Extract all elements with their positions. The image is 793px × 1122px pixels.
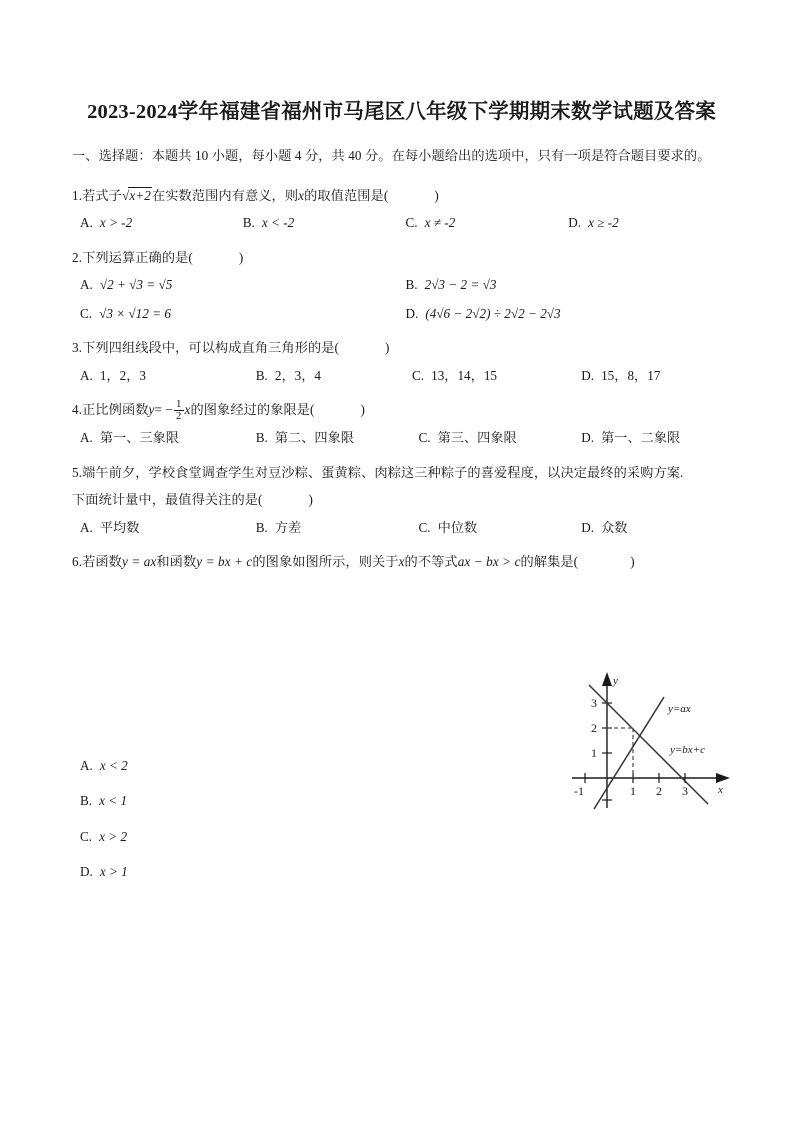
question-4-stem-post: 的图象经过的象限是( [190, 402, 315, 418]
question-5-option-b[interactable]: B. 方差 [255, 519, 302, 535]
question-4-options [72, 425, 731, 451]
question-5-paren-close: ) [308, 492, 314, 508]
question-4-option-d[interactable]: D. 第一、二象限 [581, 430, 681, 446]
question-6-number: 6. [72, 554, 83, 570]
question-2-options-row-2 [72, 301, 731, 327]
question-3-option-c[interactable]: C. 13，14，15 [412, 367, 498, 383]
question-1-stem-post: 在实数范围内有意义，则 [151, 187, 299, 203]
question-3-paren-close: ) [385, 340, 390, 356]
question-6-option-a[interactable]: A. x < 2 [80, 758, 128, 774]
question-2-number: 2. [72, 249, 83, 265]
question-6-paren-close: ) [630, 554, 635, 570]
y-tick-label-1: 1 [591, 746, 597, 760]
question-4 [72, 397, 731, 451]
question-1-options [72, 210, 731, 236]
question-6-stem-mid: 和函数 [156, 554, 197, 570]
question-2-paren-close: ) [238, 249, 244, 265]
question-2-option-d[interactable]: D. (4√6 − 2√2) ÷ 2√2 − 2√3 [405, 305, 561, 321]
y-axis-arrow-icon [602, 672, 612, 686]
question-6-stem-mid3: 的不等式 [404, 554, 458, 570]
x-tick-label-2: 2 [656, 784, 662, 798]
question-3-option-b[interactable]: B. 2，3，4 [255, 367, 322, 383]
question-2-options-row-1 [72, 272, 731, 298]
question-5-stem-text-2: 下面统计量中，最值得关注的是( [72, 492, 263, 508]
question-6-stem-post: 的解集是( [520, 554, 579, 570]
question-4-stem-pre: 正比例函数 [82, 402, 149, 418]
question-5-stem-line1 [72, 460, 731, 486]
question-5-option-d[interactable]: D. 众数 [581, 519, 628, 535]
question-2-option-c[interactable]: C. √3 × √12 = 6 [80, 305, 171, 321]
question-3-option-d[interactable]: D. 15，8，17 [581, 367, 661, 383]
question-1-option-d[interactable]: D. x ≥ -2 [568, 215, 619, 231]
question-3-options [72, 363, 731, 389]
x-axis-arrow-icon [716, 773, 730, 783]
question-6-var: x [398, 554, 405, 570]
question-2-option-b[interactable]: B. 2√3 − 2 = √3 [405, 277, 497, 293]
question-6-function-1: y = ax [121, 554, 157, 570]
x-axis-label: x [718, 784, 723, 796]
question-4-stem [72, 397, 731, 423]
radical-expression: √x+2 [121, 187, 151, 203]
question-1-var: x [298, 187, 305, 203]
question-1-option-a[interactable]: A. x > -2 [80, 215, 133, 231]
question-6-option-d[interactable]: D. x > 1 [80, 863, 128, 879]
question-1 [72, 183, 731, 237]
line-label-y-equals-bx-plus-c: y=bx+c [670, 744, 705, 756]
question-3-stem-text: 下列四组线段中，可以构成直角三角形的是( [82, 340, 340, 356]
x-tick-label--1: -1 [574, 784, 584, 798]
x-tick-label-3: 3 [682, 784, 688, 798]
question-4-fn-var: x [184, 402, 191, 418]
y-tick-label-2: 2 [591, 721, 597, 735]
question-5-option-c[interactable]: C. 中位数 [418, 519, 478, 535]
fraction-one-half: $\frac{1}{2}$ [175, 397, 182, 423]
section-intro: 一、选择题：本题共 10 小题，每小题 4 分，共 40 分。在每小题给出的选项中，只有一项是符合题目要求的。 [72, 148, 711, 164]
question-4-number: 4. [72, 402, 83, 418]
question-6-figure [560, 668, 738, 816]
question-3-number: 3. [72, 340, 83, 356]
question-5-options [72, 515, 731, 541]
question-5-number: 5. [72, 464, 83, 480]
question-6-stem-pre: 若函数 [82, 554, 122, 570]
question-1-stem-pre: 若式子 [82, 187, 122, 203]
question-1-option-c[interactable]: C. x ≠ -2 [405, 215, 456, 231]
y-tick-label-3: 3 [591, 696, 597, 710]
question-6-option-b[interactable]: B. x < 1 [80, 793, 128, 809]
question-3-option-a[interactable]: A. 1，2，3 [80, 367, 146, 383]
line-label-y-equals-ax: y=ax [668, 703, 691, 715]
radicand: x+2 [129, 187, 151, 203]
question-4-option-c[interactable]: C. 第三、四象限 [418, 430, 517, 446]
question-2-stem-text: 下列运算正确的是( [82, 249, 193, 265]
question-2-option-a[interactable]: A. √2 + √3 = √5 [80, 277, 173, 293]
question-1-stem-tail: 的取值范围是( [304, 187, 389, 203]
question-6-function-2: y = bx + c [196, 554, 253, 570]
question-2-stem [72, 245, 731, 271]
question-4-option-a[interactable]: A. 第一、三象限 [80, 430, 179, 446]
question-6-stem [72, 549, 731, 575]
question-6-inequality: ax − bx > c [457, 554, 521, 570]
question-5-option-a[interactable]: A. 平均数 [80, 519, 140, 535]
question-3 [72, 335, 731, 389]
question-4-fn-eq: = − [154, 402, 173, 418]
question-4-paren-close: ) [360, 402, 366, 418]
y-axis-label: y [613, 675, 618, 687]
question-5-stem-text-1: 端午前夕，学校食堂调查学生对豆沙粽、蛋黄粽、肉粽这三种粽子的喜爱程度，以决定最终的采购方案. [82, 464, 684, 480]
x-tick-label-1: 1 [630, 784, 636, 798]
question-5-stem-line2 [72, 487, 731, 513]
question-2 [72, 245, 731, 328]
question-1-stem [72, 183, 731, 209]
question-4-option-b[interactable]: B. 第二、四象限 [255, 430, 354, 446]
question-3-stem [72, 335, 731, 361]
question-1-number: 1. [72, 187, 83, 203]
question-4-fn-y: y [148, 402, 155, 418]
page-title: 2023-2024学年福建省福州市马尾区八年级下学期期末数学试题及答案 [87, 101, 716, 123]
question-1-paren-close: ) [434, 187, 439, 203]
question-1-option-b[interactable]: B. x < -2 [242, 215, 295, 231]
question-6-stem-mid2: 的图象如图所示，则关于 [252, 554, 399, 570]
question-5 [72, 460, 731, 542]
question-6-option-c[interactable]: C. x > 2 [80, 828, 128, 844]
